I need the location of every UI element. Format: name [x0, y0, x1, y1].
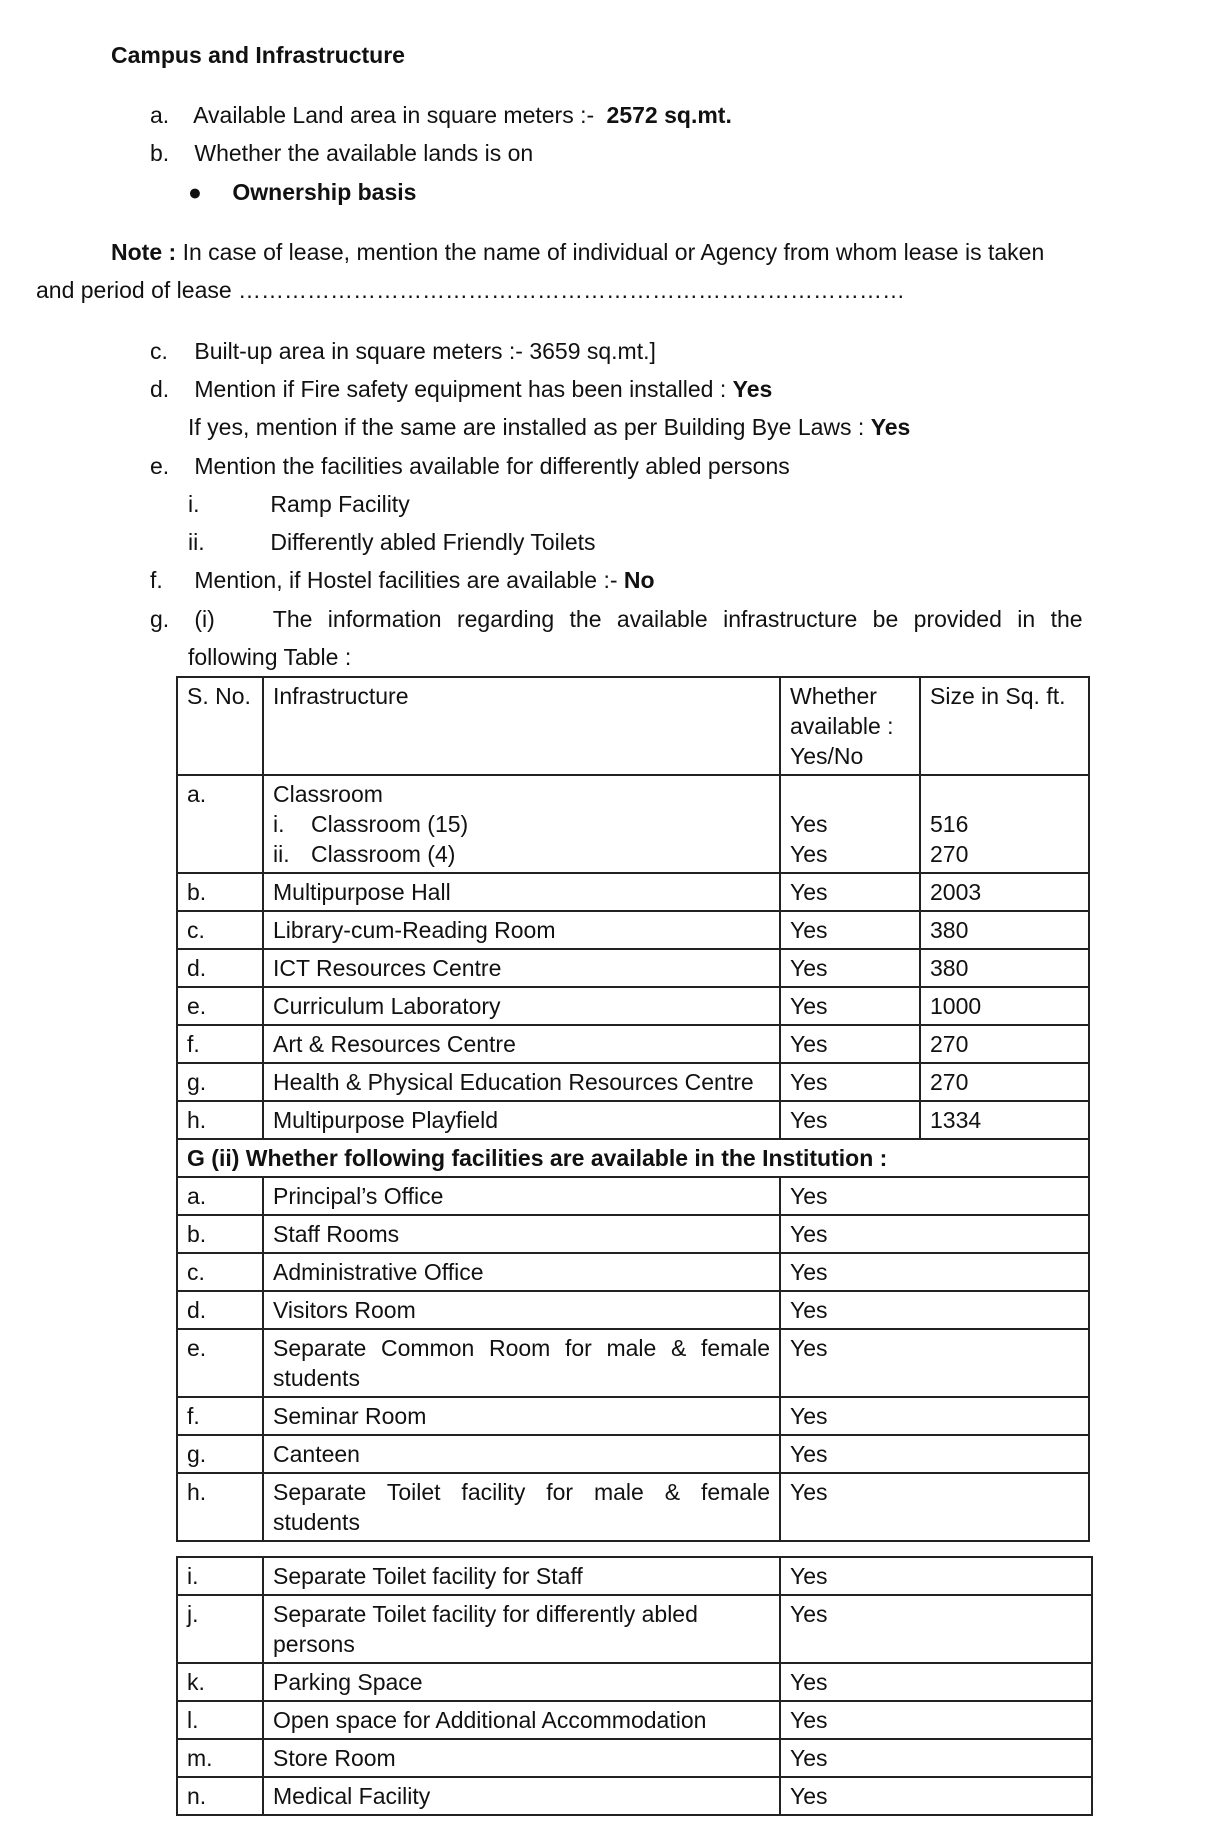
cell-available: Yes — [780, 1701, 1092, 1739]
cell-available: Yes — [780, 987, 920, 1025]
cell-infrastructure: Library-cum-Reading Room — [263, 911, 780, 949]
facility-row — [177, 1557, 1092, 1595]
cell-sno: h. — [177, 1101, 263, 1139]
item-f-label: f. — [150, 567, 163, 593]
cell-infrastructure: Multipurpose Playfield — [263, 1101, 780, 1139]
item-e-text: Mention the facilities available for differently abled persons — [194, 453, 790, 479]
item-f-text: Mention, if Hostel facilities are available :- — [194, 567, 618, 593]
cell-facility: Staff Rooms — [263, 1215, 780, 1253]
ownership-bullet — [188, 179, 416, 206]
item-b — [150, 140, 533, 167]
note-label: Note : — [111, 239, 177, 265]
cell-infrastructure: Multipurpose Hall — [263, 873, 780, 911]
table-header-row — [177, 677, 1089, 775]
cell-facility: Open space for Additional Accommodation — [263, 1701, 780, 1739]
classroom-sub-2: ii. Classroom (4) — [273, 841, 456, 867]
cell-sno: a. — [177, 1177, 263, 1215]
classroom-sub-1-size: 516 — [930, 811, 969, 837]
table-row — [177, 911, 1089, 949]
facility-row — [177, 1253, 1089, 1291]
cell-sno: i. — [177, 1557, 263, 1595]
cell-sno: b. — [177, 1215, 263, 1253]
item-d-label: d. — [150, 376, 170, 402]
cell-facility: Seminar Room — [263, 1397, 780, 1435]
cell-available: Yes — [780, 911, 920, 949]
cell-available: Yes — [780, 1739, 1092, 1777]
facility-row — [177, 1291, 1089, 1329]
facility-row — [177, 1663, 1092, 1701]
item-g — [150, 606, 1148, 633]
cell-size: 380 — [920, 911, 1089, 949]
cell-sno: n. — [177, 1777, 263, 1815]
item-g-label: g. — [150, 606, 170, 632]
cell-sno: f. — [177, 1397, 263, 1435]
classroom-sub-1-avail: Yes — [790, 811, 828, 837]
cell-available: Yes — [780, 1177, 1089, 1215]
item-d-value: Yes — [732, 376, 773, 402]
bullet-icon: ● — [188, 179, 202, 205]
cell-facility: Separate Common Room for male & female students — [263, 1329, 780, 1397]
infrastructure-table — [176, 676, 1090, 1542]
facility-row — [177, 1739, 1092, 1777]
cell-available: Yes — [780, 1063, 920, 1101]
item-a-label: a. — [150, 102, 170, 128]
cell-available: Yes — [780, 1329, 1089, 1397]
cell-infrastructure: Art & Resources Centre — [263, 1025, 780, 1063]
cell-available: Yes — [780, 1025, 920, 1063]
facility-toilets — [188, 529, 596, 556]
item-c — [150, 338, 656, 365]
header-infrastructure: Infrastructure — [263, 677, 780, 775]
cell-available — [780, 775, 920, 873]
cell-sno: j. — [177, 1595, 263, 1663]
cell-sno: h. — [177, 1473, 263, 1541]
facility-row — [177, 1595, 1092, 1663]
cell-size: 1000 — [920, 987, 1089, 1025]
classroom-label: Classroom — [273, 781, 383, 807]
cell-sno: l. — [177, 1701, 263, 1739]
cell-available: Yes — [780, 1101, 920, 1139]
facility-ramp-num: i. — [188, 491, 200, 517]
item-d-text: Mention if Fire safety equipment has been installed : — [194, 376, 727, 402]
item-d2-text: If yes, mention if the same are installed as per Building Bye Laws : — [188, 414, 865, 440]
table-row — [177, 775, 1089, 873]
facility-toilets-text: Differently abled Friendly Toilets — [270, 529, 596, 555]
cell-size — [920, 775, 1089, 873]
cell-available: Yes — [780, 1663, 1092, 1701]
cell-sno: e. — [177, 987, 263, 1025]
cell-available: Yes — [780, 949, 920, 987]
item-c-label: c. — [150, 338, 168, 364]
cell-available: Yes — [780, 1595, 1092, 1663]
cell-sno: b. — [177, 873, 263, 911]
cell-sno: c. — [177, 911, 263, 949]
facility-row — [177, 1215, 1089, 1253]
facility-row — [177, 1397, 1089, 1435]
cell-available: Yes — [780, 1397, 1089, 1435]
table-row — [177, 1063, 1089, 1101]
item-b-label: b. — [150, 140, 170, 166]
cell-facility: Store Room — [263, 1739, 780, 1777]
header-size: Size in Sq. ft. — [920, 677, 1089, 775]
cell-sno: f. — [177, 1025, 263, 1063]
facility-ramp-text: Ramp Facility — [270, 491, 410, 517]
item-c-text: Built-up area in square meters :- 3659 sq.mt.] — [194, 338, 656, 364]
cell-facility: Parking Space — [263, 1663, 780, 1701]
item-g-text2: following Table : — [188, 644, 352, 670]
item-a-value: 2572 sq.mt. — [606, 102, 732, 128]
cell-available: Yes — [780, 1435, 1089, 1473]
cell-facility: Visitors Room — [263, 1291, 780, 1329]
item-a-text: Available Land area in square meters :- — [193, 102, 595, 128]
cell-sno: k. — [177, 1663, 263, 1701]
cell-sno: g. — [177, 1435, 263, 1473]
item-e — [150, 453, 790, 480]
cell-sno: c. — [177, 1253, 263, 1291]
cell-sno: a. — [177, 775, 263, 873]
table-row — [177, 987, 1089, 1025]
facilities-table-continued — [176, 1556, 1093, 1816]
table-row — [177, 1025, 1089, 1063]
ownership-basis-text: Ownership basis — [232, 179, 417, 205]
cell-available: Yes — [780, 1473, 1089, 1541]
cell-infrastructure — [263, 775, 780, 873]
table-row — [177, 1101, 1089, 1139]
cell-sno: e. — [177, 1329, 263, 1397]
facility-row — [177, 1435, 1089, 1473]
cell-facility: Administrative Office — [263, 1253, 780, 1291]
cell-available: Yes — [780, 1215, 1089, 1253]
facility-row — [177, 1473, 1089, 1541]
cell-facility: Canteen — [263, 1435, 780, 1473]
note-paragraph — [111, 239, 1148, 266]
cell-size: 2003 — [920, 873, 1089, 911]
note-text: In case of lease, mention the name of individual or Agency from whom lease is taken — [182, 239, 1045, 265]
cell-facility: Separate Toilet facility for male & female students — [263, 1473, 780, 1541]
item-f — [150, 567, 655, 594]
facilities-section-row — [177, 1139, 1089, 1177]
cell-size: 270 — [920, 1025, 1089, 1063]
item-b-text: Whether the available lands is on — [194, 140, 534, 166]
item-e-label: e. — [150, 453, 170, 479]
cell-facility: Separate Toilet facility for Staff — [263, 1557, 780, 1595]
cell-sno: m. — [177, 1739, 263, 1777]
cell-facility: Principal’s Office — [263, 1177, 780, 1215]
item-g-text: The information regarding the available infrastructure be provided in the — [272, 606, 1083, 632]
cell-infrastructure: ICT Resources Centre — [263, 949, 780, 987]
item-d2-value: Yes — [870, 414, 911, 440]
facility-ramp — [188, 491, 410, 518]
cell-infrastructure: Health & Physical Education Resources Centre — [263, 1063, 780, 1101]
facility-row — [177, 1777, 1092, 1815]
cell-available: Yes — [780, 873, 920, 911]
item-d-followup — [188, 414, 910, 441]
item-f-value: No — [623, 567, 655, 593]
cell-sno: d. — [177, 949, 263, 987]
cell-sno: g. — [177, 1063, 263, 1101]
section-heading: Campus and Infrastructure — [111, 42, 405, 68]
item-g-num: (i) — [194, 606, 215, 632]
table-row — [177, 949, 1089, 987]
cell-size: 380 — [920, 949, 1089, 987]
item-d — [150, 376, 772, 403]
facility-toilets-num: ii. — [188, 529, 205, 555]
cell-infrastructure: Curriculum Laboratory — [263, 987, 780, 1025]
facility-row — [177, 1701, 1092, 1739]
cell-available: Yes — [780, 1253, 1089, 1291]
header-available: Whether available : Yes/No — [780, 677, 920, 775]
classroom-sub-2-size: 270 — [930, 841, 969, 867]
cell-size: 1334 — [920, 1101, 1089, 1139]
item-a — [150, 102, 732, 129]
header-sno: S. No. — [177, 677, 263, 775]
facility-row — [177, 1177, 1089, 1215]
note-lease-period: and period of lease …………………………………………………………………………… — [36, 277, 906, 303]
cell-available: Yes — [780, 1557, 1092, 1595]
classroom-sub-2-avail: Yes — [790, 841, 828, 867]
facility-row — [177, 1329, 1089, 1397]
cell-available: Yes — [780, 1777, 1092, 1815]
cell-facility: Separate Toilet facility for differently abled persons — [263, 1595, 780, 1663]
table-row — [177, 873, 1089, 911]
cell-sno: d. — [177, 1291, 263, 1329]
facilities-section-title: G (ii) Whether following facilities are available in the Institution : — [177, 1139, 1089, 1177]
classroom-sub-1: i. Classroom (15) — [273, 811, 469, 837]
cell-facility: Medical Facility — [263, 1777, 780, 1815]
cell-size: 270 — [920, 1063, 1089, 1101]
cell-available: Yes — [780, 1291, 1089, 1329]
